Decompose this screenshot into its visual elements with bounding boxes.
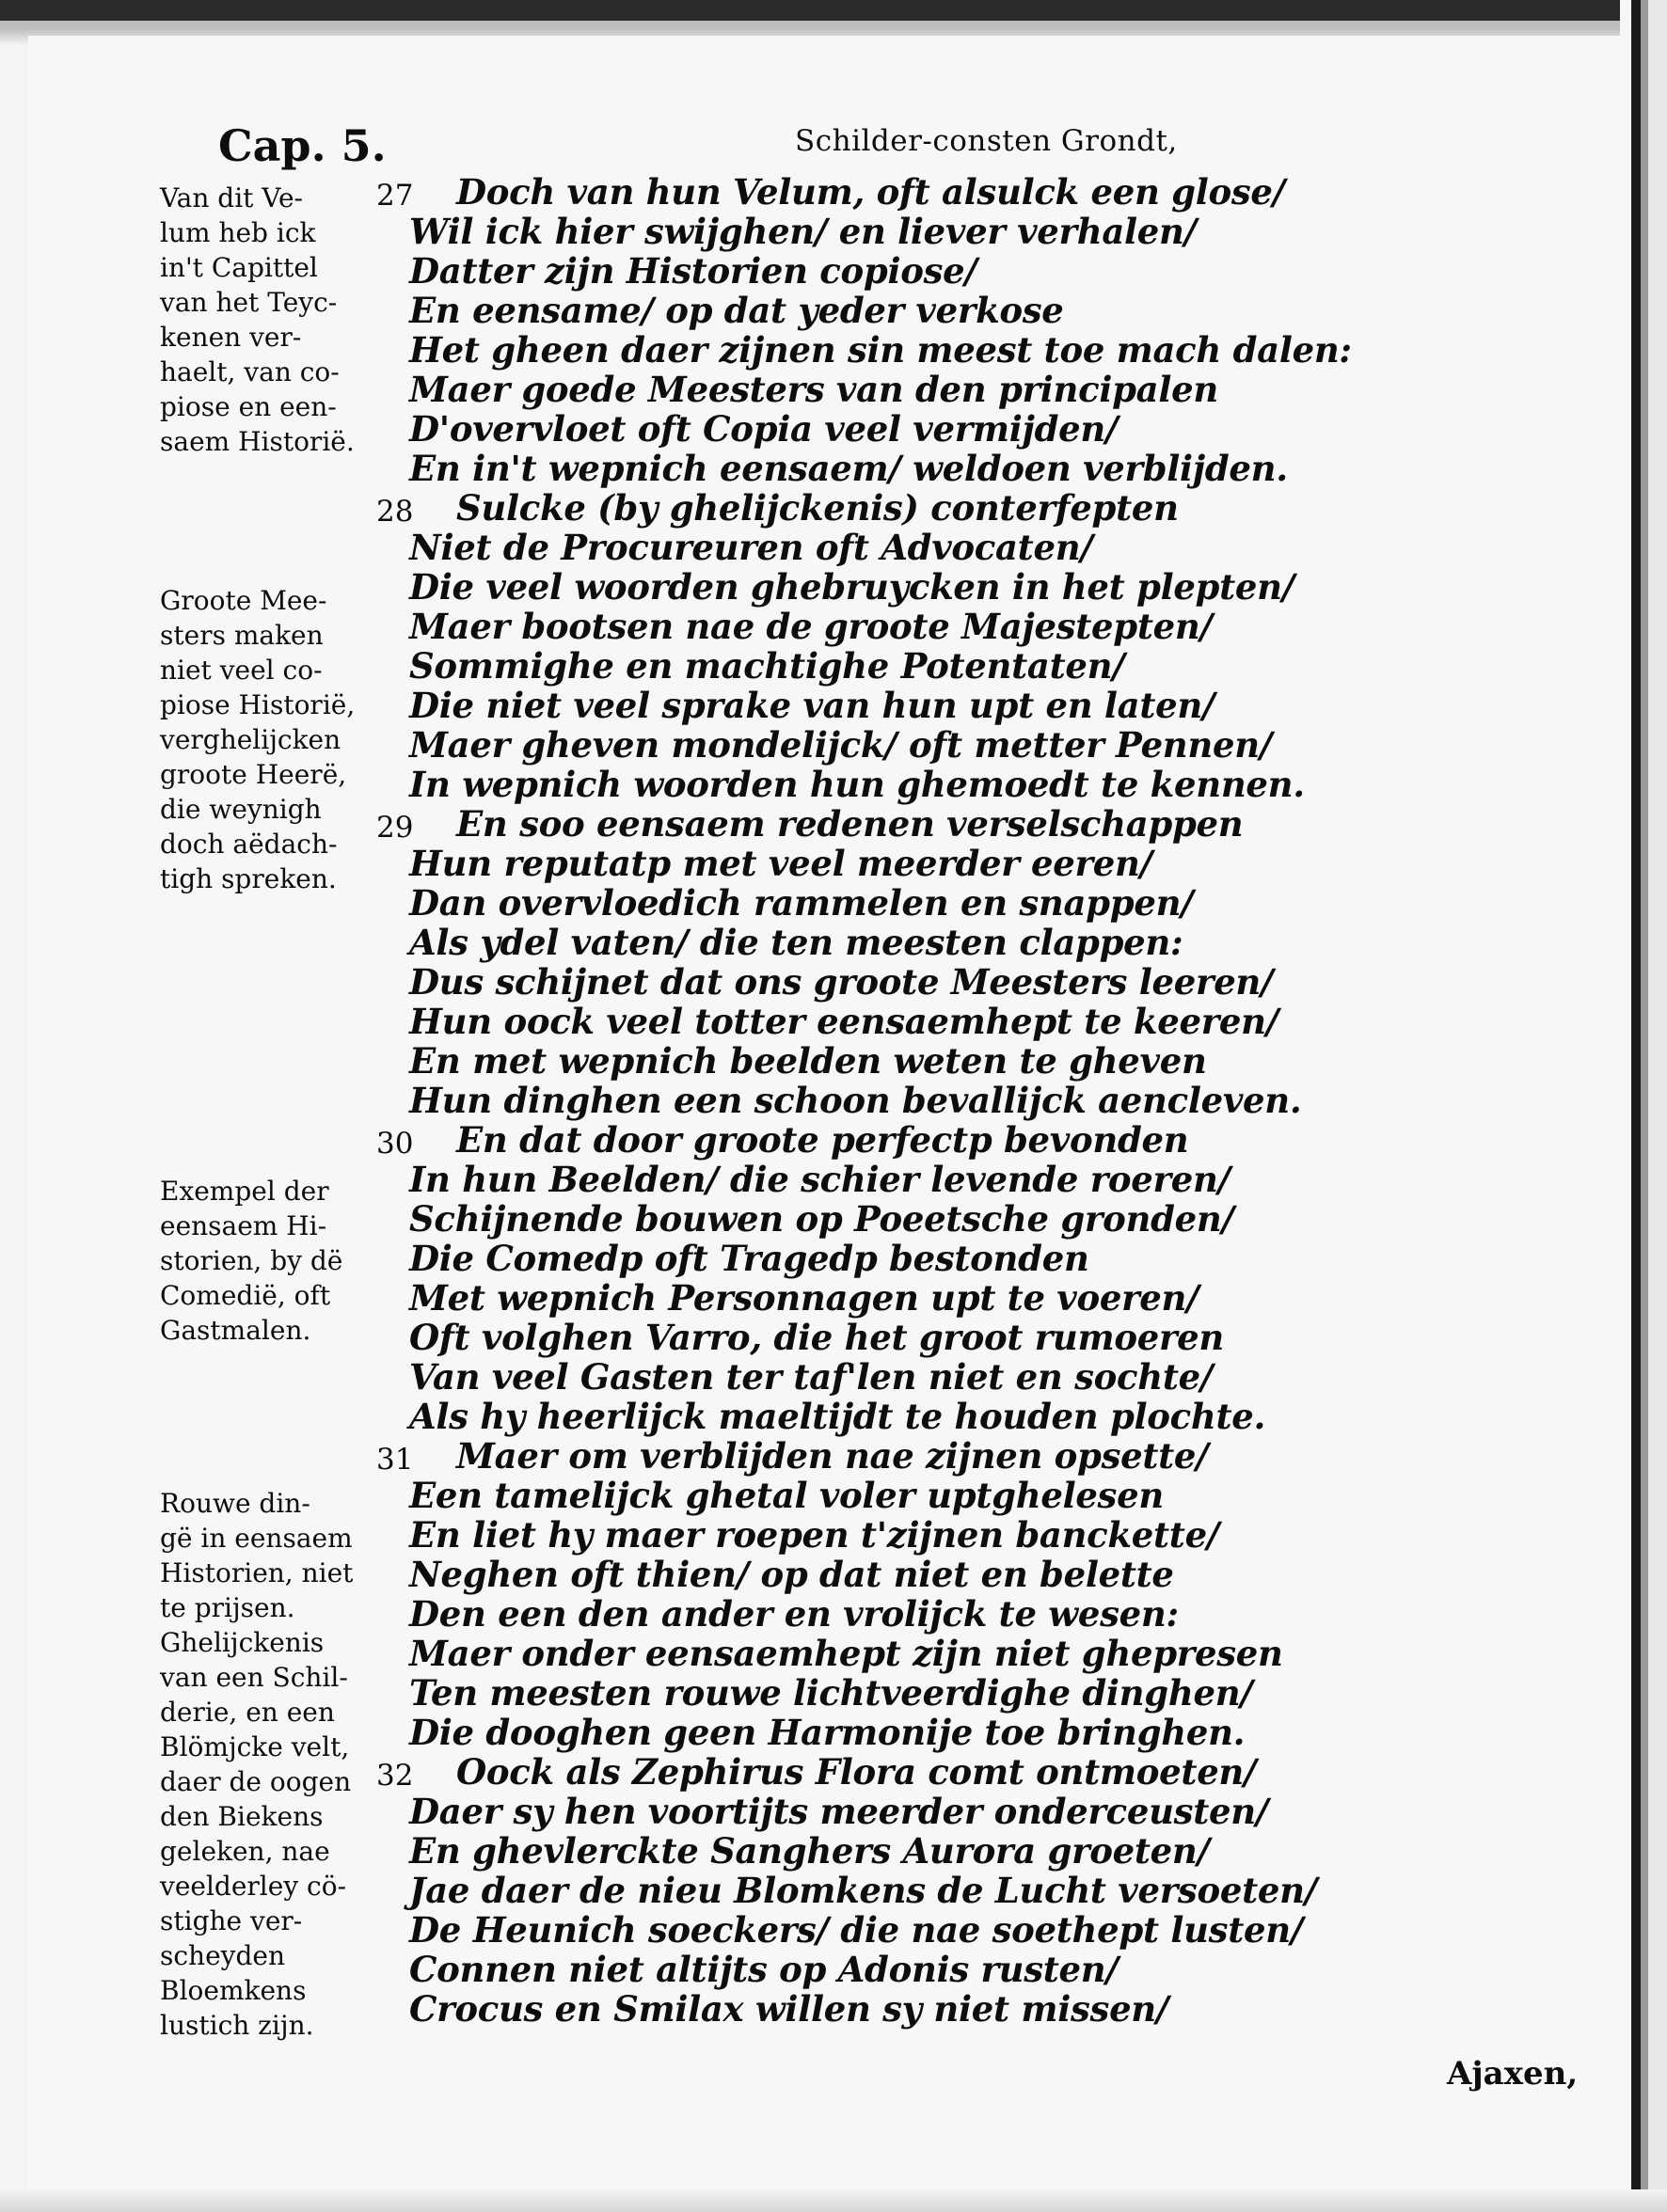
verse-line: Een tamelijck ghetal voler uptghelesen [409,1475,1164,1516]
verse-line: De Heunich soeckers/ die nae soethept lusten/ [409,1909,1304,1951]
verse-line: Doch van hun Velum, oft alsulck een glose/ [456,171,1285,213]
stanza-number: 27 [376,179,414,213]
verse-line: En in't wepnich eensaem/ weldoen verblijden. [409,448,1288,489]
verse-line: Van veel Gasten ter taf'len niet en sochte/ [409,1356,1214,1398]
verse-line: En eensame/ op dat yeder verkose [409,290,1064,331]
verse-line: Hun dinghen een schoon bevallijck aencleven. [409,1080,1302,1121]
verse-line: Als ydel vaten/ die ten meesten clappen: [409,922,1183,963]
verse-line: Connen niet altijts op Adonis rusten/ [409,1949,1119,1990]
verse-line: Dus schijnet dat ons groote Meesters leeren/ [409,961,1274,1003]
verse-line: Daer sy hen voortijts meerder onderceusten/ [409,1791,1269,1832]
verse-line: Met wepnich Personnagen upt te voeren/ [409,1277,1199,1319]
verse-line: Jae daer de nieu Blomkens de Lucht versoeten/ [409,1870,1317,1911]
verse-line: Die niet veel sprake van hun upt en laten/ [409,685,1215,726]
verse-line: Oock als Zephirus Flora comt ontmoeten/ [456,1751,1257,1793]
margin-note: Rouwe din- gë in eensaem Historien, niet te prijsen. Ghelijckenis van een Schil- derie, en een Blömjcke velt, daer de oogen den Biekens geleken, nae veelderley cö- stighe ver- scheyden Bloemkens lustich zijn. [160,1488,354,2041]
stanza-number: 32 [376,1759,414,1793]
verse-line: Die Comedp oft Tragedp bestonden [409,1238,1089,1279]
catchword: Ajaxen, [1447,2055,1579,2093]
verse-line: Maer om verblijden nae zijnen opsette/ [456,1435,1209,1477]
margin-note: Van dit Ve- lum heb ick in't Capittel van het Teyc- kenen ver- haelt, van co- piose en een- saem Historië. [160,182,355,457]
verse-line: Sommighe en machtighe Potentaten/ [409,645,1125,687]
verse-line: En dat door groote perfectp bevonden [456,1119,1189,1161]
stanza-number: 29 [376,811,414,845]
verse-line: Hun reputatp met veel meerder eeren/ [409,843,1152,884]
verse-line: In hun Beelden/ die schier levende roeren/ [409,1159,1230,1200]
verse-line: Schijnende bouwen op Poeetsche gronden/ [409,1198,1234,1240]
verse-line: En soo eensaem redenen verselschappen [456,803,1244,845]
verse-line: Die veel woorden ghebruycken in het plepten/ [409,566,1294,608]
stanza-number: 30 [376,1127,414,1161]
verse-line: Dan overvloedich rammelen en snappen/ [409,882,1194,924]
verse-line: En met wepnich beelden weten te gheven [409,1040,1207,1082]
verse-line: Den een den ander en vrolijck te wesen: [409,1593,1179,1635]
verse-line: En liet hy maer roepen t'zijnen banckette/ [409,1514,1220,1556]
verse-line: In wepnich woorden hun ghemoedt te kennen. [409,764,1305,805]
verse-line: Als hy heerlijck maeltijdt te houden plochte. [409,1396,1266,1437]
verse-line: Maer bootsen nae de groote Majestepten/ [409,606,1213,647]
scan-bottom-edge [0,2189,1667,2212]
verse-line: Oft volghen Varro, die het groot rumoeren [409,1317,1225,1358]
running-head: Schilder-consten Grondt, [795,124,1178,158]
verse-line: Neghen oft thien/ op dat niet en belette [409,1554,1174,1595]
verse-line: En ghevlerckte Sanghers Aurora groeten/ [409,1830,1210,1872]
verse-line: Die dooghen geen Harmonije toe bringhen. [409,1712,1246,1753]
chapter-heading: Cap. 5. [218,120,387,171]
scan-right-edge [1620,0,1667,2212]
verse-line: Het gheen daer zijnen sin meest toe mach dalen: [409,329,1352,371]
margin-note: Exempel der eensaem Hi- storien, by dë Comedië, oft Gastmalen. [160,1176,343,1346]
verse-line: Wil ick hier swijghen/ en liever verhalen/ [409,211,1197,252]
verse-line: Hun oock veel totter eensaemhept te keeren/ [409,1001,1278,1042]
verse-line: Maer gheven mondelijck/ oft metter Pennen/ [409,724,1273,766]
verse-line: Niet de Procureuren oft Advocaten/ [409,527,1093,568]
verse-line: Crocus en Smilax willen sy niet missen/ [409,1988,1169,2030]
verse-line: Ten meesten rouwe lichtveerdighe dinghen/ [409,1672,1253,1714]
verse-line: Datter zijn Historien copiose/ [409,250,977,292]
stanza-number: 28 [376,495,414,529]
verse-line: Maer goede Meesters van den principalen [409,369,1218,410]
stanza-number: 31 [376,1443,414,1477]
verse-line: D'overvloet oft Copia veel vermijden/ [409,408,1119,450]
verse-line: Sulcke (by ghelijckenis) conterfepten [456,487,1179,529]
verse-line: Maer onder eensaemhept zijn niet ghepresen [409,1633,1283,1674]
margin-note: Groote Mee- sters maken niet veel co- piose Historië, verghelijcken groote Heerë, die weynigh doch aëdach- tigh spreken. [160,585,356,894]
